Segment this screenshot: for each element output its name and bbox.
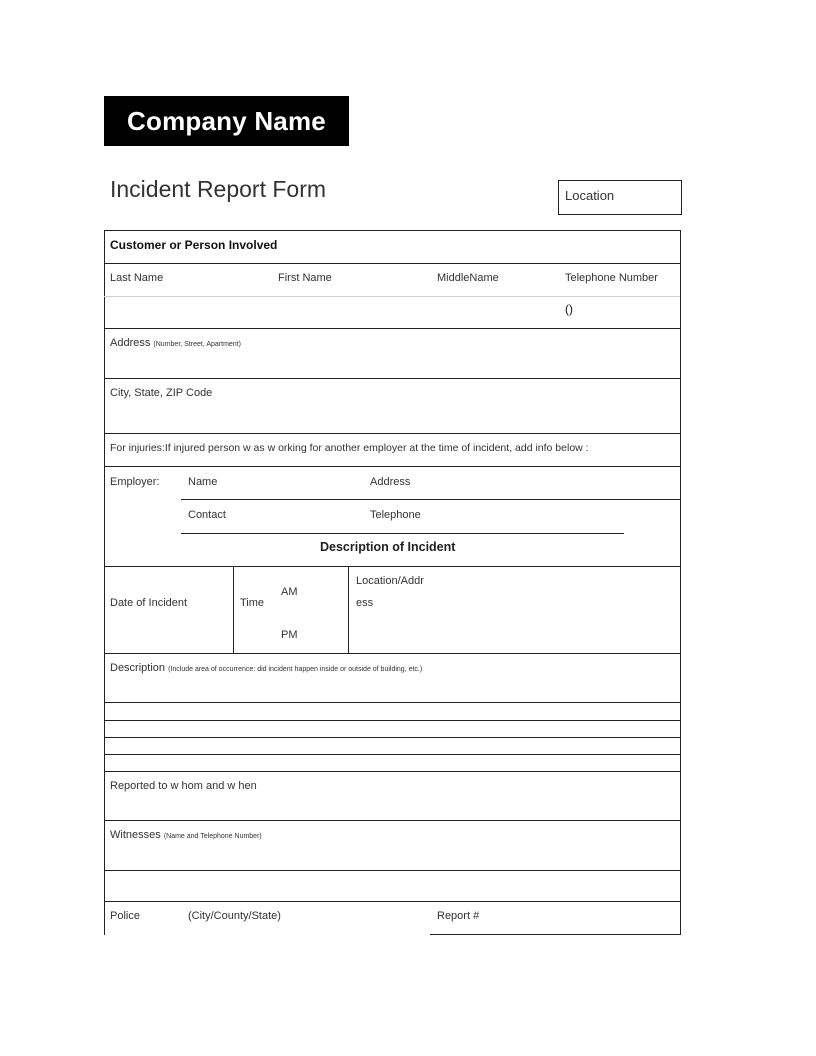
rule-report-number xyxy=(430,934,681,935)
rule-witness-line xyxy=(104,901,681,902)
customer-heading: Customer or Person Involved xyxy=(110,238,278,252)
telephone-parens: () xyxy=(565,302,573,316)
witnesses-field[interactable] xyxy=(110,829,262,841)
description-hint: (Include area of occurrence: did incident happen inside or outside of building, etc.) xyxy=(168,666,423,673)
employer-label: Employer: xyxy=(110,476,160,488)
rule-after-reported xyxy=(104,820,681,821)
rule-desc-line-5 xyxy=(104,771,681,772)
location-field[interactable] xyxy=(558,180,682,215)
address-hint: (Number, Street, Apartment) xyxy=(153,341,241,348)
reported-to-field[interactable]: Reported to w hom and w hen xyxy=(110,780,257,792)
form-title: Incident Report Form xyxy=(110,176,327,202)
divider-time-location xyxy=(348,566,349,654)
date-of-incident-field[interactable]: Date of Incident xyxy=(110,597,188,609)
rule-after-heading xyxy=(104,263,681,264)
incident-heading: Description of Incident xyxy=(320,540,456,554)
telephone-number-field[interactable]: Telephone Number xyxy=(565,272,658,284)
am-option[interactable]: AM xyxy=(281,586,298,598)
address-field[interactable] xyxy=(110,337,241,349)
first-name-field[interactable]: First Name xyxy=(278,272,332,284)
address-label: Address xyxy=(110,337,151,349)
location-label: Location xyxy=(565,188,615,203)
rule-after-names xyxy=(104,328,681,329)
form-right-border xyxy=(680,230,681,935)
location-address-line2: ess xyxy=(356,597,374,609)
description-field[interactable] xyxy=(110,662,422,674)
middle-name-field[interactable]: MiddleName xyxy=(437,272,499,284)
time-label: Time xyxy=(240,597,265,609)
rule-after-address xyxy=(104,378,681,379)
rule-after-desc-heading xyxy=(104,566,681,567)
police-jurisdiction-field[interactable]: (City/County/State) xyxy=(188,910,281,922)
rule-after-date-row xyxy=(104,653,681,654)
report-number-field[interactable]: Report # xyxy=(437,910,480,922)
last-name-field[interactable]: Last Name xyxy=(110,272,164,284)
rule-employer-contact xyxy=(181,533,624,534)
witnesses-hint: (Name and Telephone Number) xyxy=(163,833,262,840)
employer-telephone-field[interactable]: Telephone xyxy=(370,509,421,521)
company-name-banner: Company Name xyxy=(104,96,349,146)
form-left-border xyxy=(104,230,105,935)
rule-after-witnesses xyxy=(104,870,681,871)
employer-address-field[interactable]: Address xyxy=(370,476,411,488)
rule-after-city xyxy=(104,433,681,434)
description-label: Description xyxy=(110,662,166,674)
injuries-note: For injuries:If injured person w as w orking for another employer at the time of incident, add info below : xyxy=(110,442,589,454)
employer-contact-field[interactable]: Contact xyxy=(188,509,226,521)
police-label: Police xyxy=(110,910,140,922)
location-address-line1[interactable]: Location/Addr xyxy=(356,575,424,587)
pm-option[interactable]: PM xyxy=(281,629,298,641)
rule-employer-name xyxy=(181,499,681,500)
witnesses-label: Witnesses xyxy=(110,829,161,841)
divider-date-time xyxy=(233,566,234,654)
rule-desc-line-3 xyxy=(104,737,681,738)
rule-names-light xyxy=(104,296,680,297)
rule-desc-line-2 xyxy=(104,720,681,721)
rule-desc-line-1 xyxy=(104,702,681,703)
rule-after-injuries xyxy=(104,466,681,467)
rule-top xyxy=(104,230,681,231)
rule-desc-line-4 xyxy=(104,754,681,755)
employer-name-field[interactable]: Name xyxy=(188,476,218,488)
city-state-zip-field[interactable]: City, State, ZIP Code xyxy=(110,387,213,399)
